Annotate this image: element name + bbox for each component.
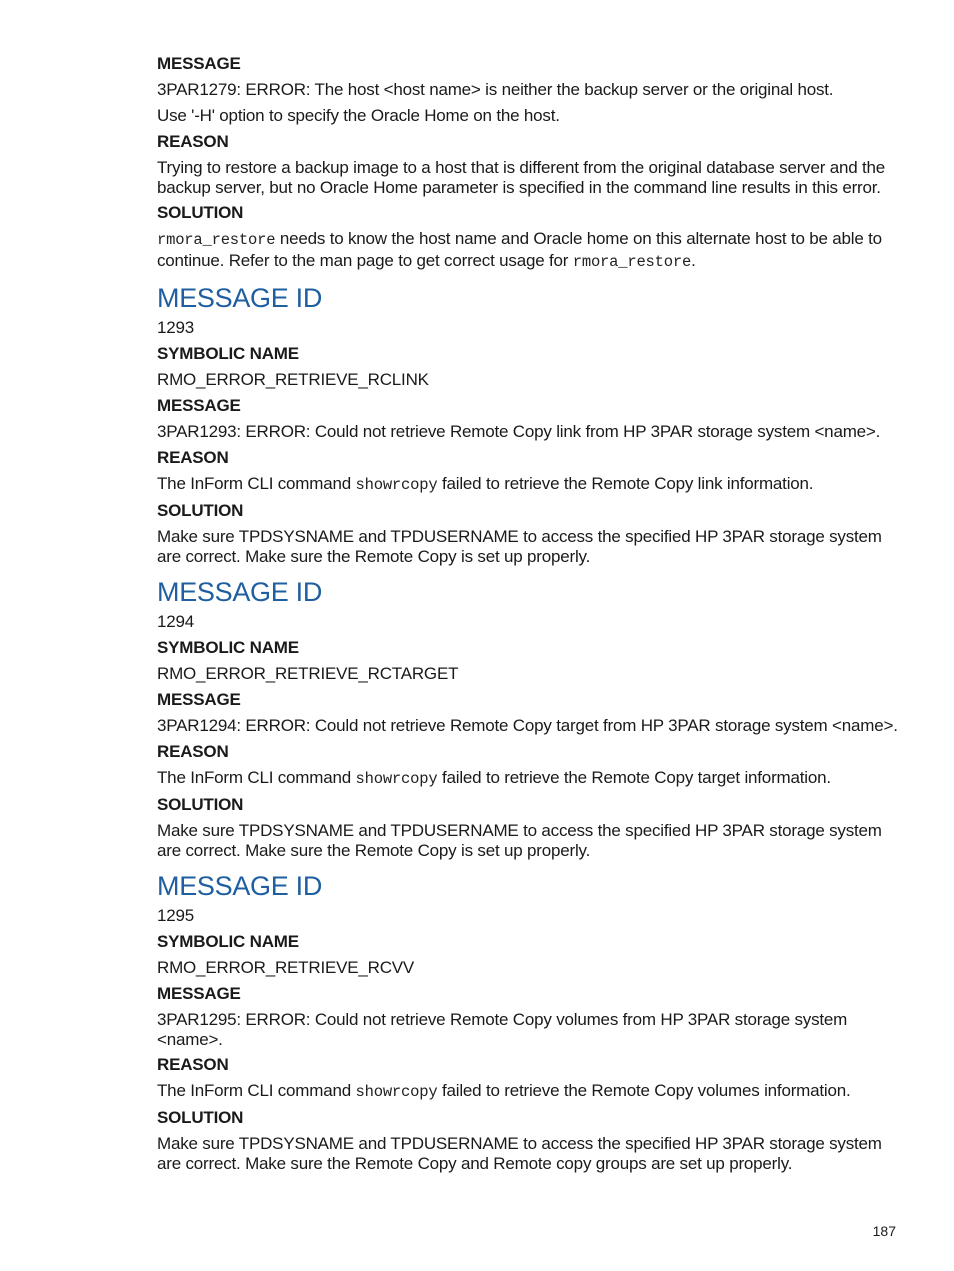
reason-text	[157, 474, 902, 495]
solution-label: SOLUTION	[157, 203, 244, 222]
command-code: showrcopy	[355, 770, 438, 788]
reason-text-part: The InForm CLI command	[157, 1081, 356, 1100]
solution-text-part: needs to know the host name and Oracle home on this alternate host to be able to continue. Refer to the man page to get correct usage for	[157, 229, 882, 270]
solution-label: SOLUTION	[157, 501, 244, 520]
command-code: rmora_restore	[157, 231, 276, 249]
message-entry	[157, 576, 902, 860]
section-heading: MESSAGE ID	[157, 283, 323, 313]
solution-text: Make sure TPDSYSNAME and TPDUSERNAME to access the specified HP 3PAR storage system are correct. Make sure the Remote Copy is set up properly.	[157, 527, 882, 566]
reason-label: REASON	[157, 132, 229, 151]
solution-text	[157, 229, 902, 272]
reason-text: Trying to restore a backup image to a host that is different from the original database server and the backup server, but no Oracle Home parameter is specified in the command line results in this error.	[157, 158, 886, 197]
message-id: 1294	[157, 612, 195, 631]
symbolic-name: RMO_ERROR_RETRIEVE_RCTARGET	[157, 664, 459, 683]
message-id: 1295	[157, 906, 195, 925]
message-text-2: Use '-H' option to specify the Oracle Home on the host.	[157, 106, 560, 125]
message-entry	[157, 282, 902, 566]
reason-text-part: failed to retrieve the Remote Copy volumes information.	[437, 1081, 851, 1100]
solution-label: SOLUTION	[157, 795, 244, 814]
command-code: showrcopy	[355, 476, 438, 494]
page-number: 187	[872, 1223, 896, 1239]
reason-text-part: The InForm CLI command	[157, 768, 356, 787]
reason-text-part: The InForm CLI command	[157, 474, 356, 493]
message-text: 3PAR1293: ERROR: Could not retrieve Remote Copy link from HP 3PAR storage system <name>.	[157, 422, 881, 441]
message-label: MESSAGE	[157, 984, 241, 1003]
reason-text-part: failed to retrieve the Remote Copy target information.	[437, 768, 831, 787]
symbolic-name-label: SYMBOLIC NAME	[157, 932, 299, 951]
command-code: rmora_restore	[572, 252, 692, 271]
reason-label: REASON	[157, 1055, 229, 1074]
solution-text: Make sure TPDSYSNAME and TPDUSERNAME to access the specified HP 3PAR storage system are correct. Make sure the Remote Copy is set up properly.	[157, 821, 882, 860]
reason-text-part: failed to retrieve the Remote Copy link information.	[437, 474, 814, 493]
message-text: 3PAR1295: ERROR: Could not retrieve Remote Copy volumes from HP 3PAR storage system <name>.	[157, 1010, 848, 1049]
reason-label: REASON	[157, 448, 229, 467]
symbolic-name-label: SYMBOLIC NAME	[157, 344, 299, 363]
symbolic-name: RMO_ERROR_RETRIEVE_RCVV	[157, 958, 415, 977]
solution-text: Make sure TPDSYSNAME and TPDUSERNAME to access the specified HP 3PAR storage system are correct. Make sure the Remote Copy and Remote copy groups are set up properly.	[157, 1134, 882, 1173]
message-text: 3PAR1294: ERROR: Could not retrieve Remote Copy target from HP 3PAR storage system <name>.	[157, 716, 898, 735]
solution-label: SOLUTION	[157, 1108, 244, 1127]
section-heading: MESSAGE ID	[157, 871, 323, 901]
reason-text	[157, 1081, 902, 1102]
message-label: MESSAGE	[157, 690, 241, 709]
reason-label: REASON	[157, 742, 229, 761]
reason-text	[157, 768, 902, 789]
message-text: 3PAR1279: ERROR: The host <host name> is neither the backup server or the original host.	[157, 80, 834, 99]
message-label: MESSAGE	[157, 54, 241, 73]
solution-text-end: .	[691, 250, 696, 270]
message-entry	[157, 870, 902, 1173]
message-label: MESSAGE	[157, 396, 241, 415]
command-code: showrcopy	[355, 1083, 438, 1101]
message-id: 1293	[157, 318, 195, 337]
symbolic-name: RMO_ERROR_RETRIEVE_RCLINK	[157, 370, 429, 389]
symbolic-name-label: SYMBOLIC NAME	[157, 638, 299, 657]
section-heading: MESSAGE ID	[157, 577, 323, 607]
document-page	[157, 54, 902, 1179]
